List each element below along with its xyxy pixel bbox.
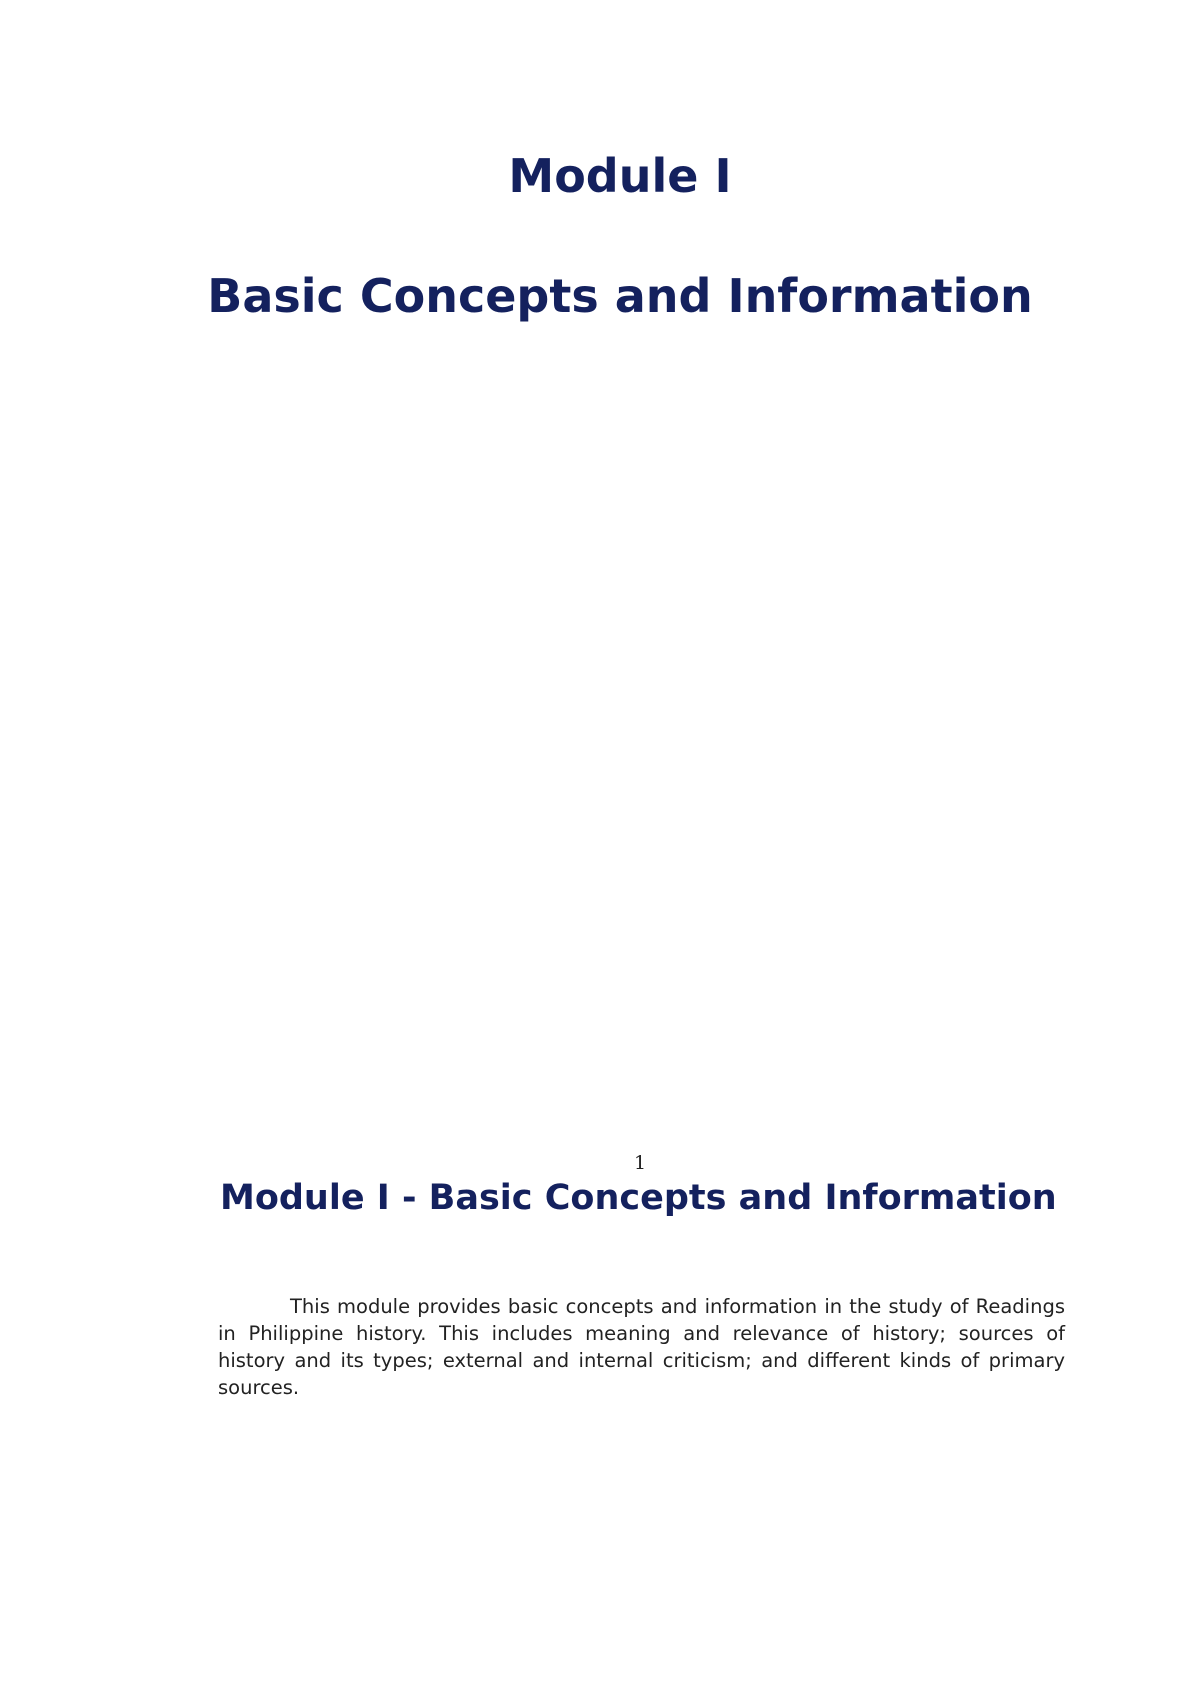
page-number: 1 (633, 1152, 647, 1174)
section-heading: Module I - Basic Concepts and Information (220, 1178, 1057, 1218)
cover-title: Basic Concepts and Information (207, 269, 1033, 323)
intro-paragraph: This module provides basic concepts and information in the study of Readings in Philippine history. This includes meaning and relevance of history; sources of history and its types; external and internal criticism; and different kinds of primary sources. (218, 1295, 1065, 1399)
cover-module-label: Module I (508, 149, 732, 203)
